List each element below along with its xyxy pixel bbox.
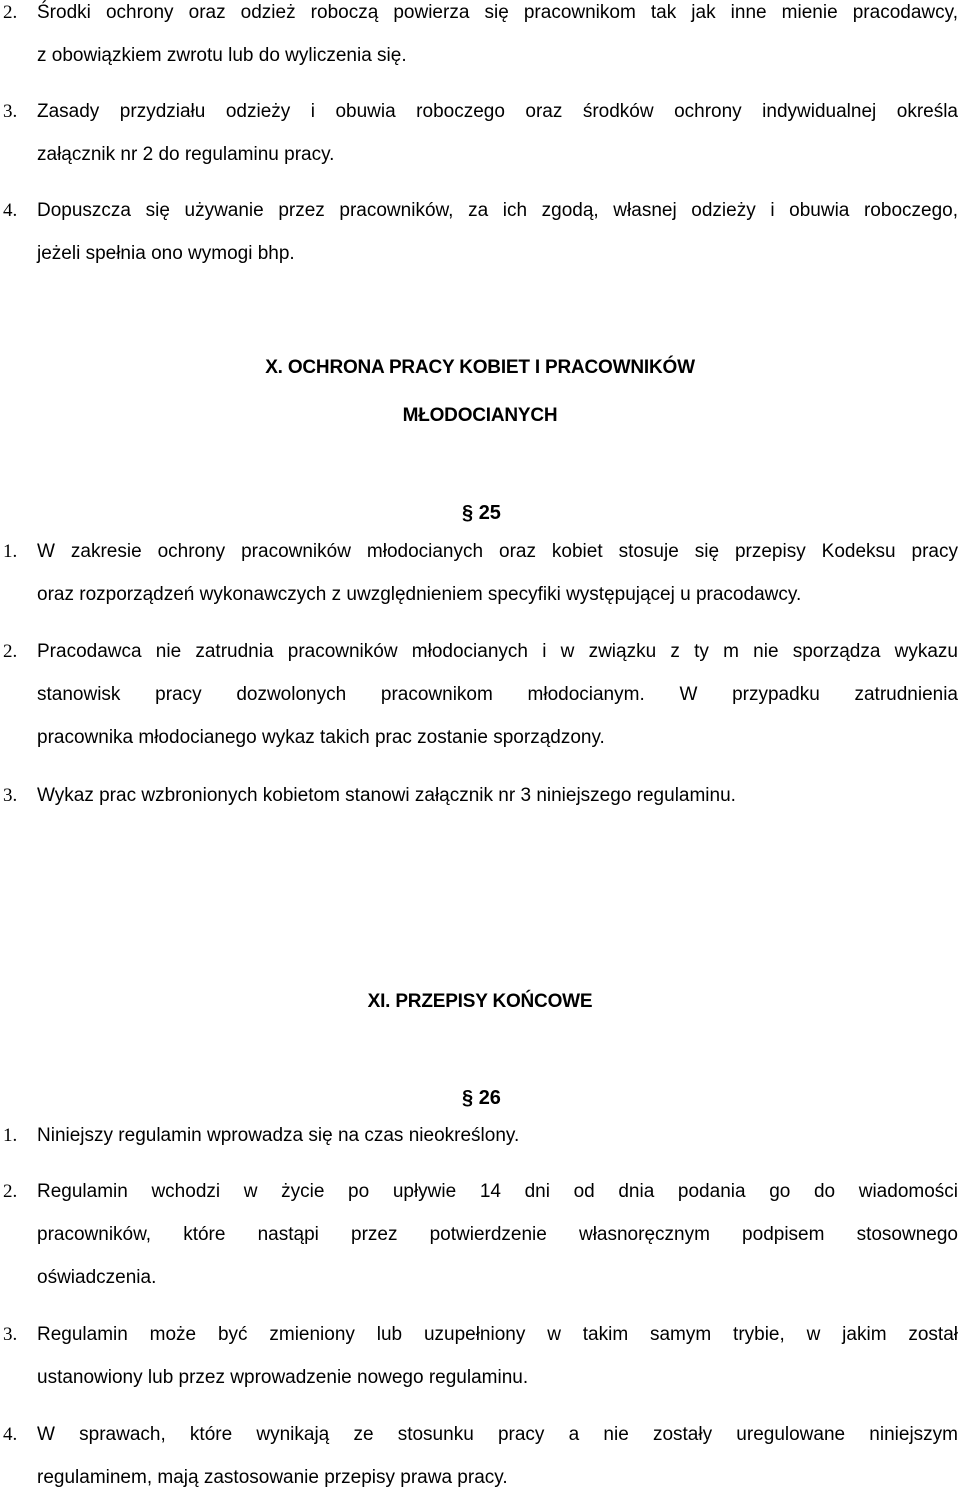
item-line: oświadczenia. (37, 1267, 157, 1288)
item-line: pracowników, które nastąpi przez potwierdzenie własnoręcznym podpisem stosownego (37, 1224, 958, 1245)
item-number: 3. (3, 101, 18, 122)
item-line: Regulamin wchodzi w życie po upływie 14 dni od dnia podania go do wiadomości (37, 1181, 958, 1202)
item-line: załącznik nr 2 do regulaminu pracy. (37, 144, 335, 165)
item-line: W sprawach, które wynikają ze stosunku pracy a nie zostały uregulowane niniejszym (37, 1424, 958, 1445)
item-number: 4. (3, 1424, 18, 1445)
item-line: pracownika młodocianego wykaz takich prac zostanie sporządzony. (37, 727, 605, 748)
item-line: W zakresie ochrony pracowników młodocianych oraz kobiet stosuje się przepisy Kodeksu pracy (37, 541, 958, 562)
item-line: ustanowiony lub przez wprowadzenie nowego regulaminu. (37, 1367, 529, 1388)
paragraph-number: 25 (478, 502, 501, 524)
item-number: 1. (3, 541, 18, 562)
paragraph-26 (462, 1087, 501, 1110)
item-line: Wykaz prac wzbronionych kobietom stanowi załącznik nr 3 niniejszego regulaminu. (37, 785, 736, 806)
item-line: regulaminem, mają zastosowanie przepisy prawa pracy. (37, 1467, 508, 1488)
item-line: Niniejszy regulamin wprowadza się na czas nieokreślony. (37, 1125, 520, 1146)
section-xi-title: XI. PRZEPISY KOŃCOWE (367, 991, 593, 1012)
item-number: 2. (3, 641, 18, 662)
item-number: 1. (3, 1125, 18, 1146)
item-line: Dopuszcza się używanie przez pracowników, za ich zgodą, własnej odzieży i obuwia roboczego, (37, 200, 958, 221)
item-line: Zasady przydziału odzieży i obuwia roboczego oraz środków ochrony indywidualnej określa (37, 101, 958, 122)
item-line: stanowisk pracy dozwolonych pracownikom młodocianym. W przypadku zatrudnienia (37, 684, 958, 705)
section-sign: § (462, 502, 474, 524)
item-number: 2. (3, 1181, 18, 1202)
paragraph-25 (462, 502, 501, 525)
item-line: z obowiązkiem zwrotu lub do wyliczenia się. (37, 45, 407, 66)
item-line: oraz rozporządzeń wykonawczych z uwzględnieniem specyfiki występującej u pracodawcy. (37, 584, 802, 605)
paragraph-number: 26 (478, 1087, 501, 1109)
section-x-title: X. OCHRONA PRACY KOBIET I PRACOWNIKÓW (265, 357, 695, 378)
item-line: jeżeli spełnia ono wymogi bhp. (37, 243, 295, 264)
item-number: 4. (3, 200, 18, 221)
item-line: Środki ochrony oraz odzież roboczą powierza się pracownikom tak jak inne mienie pracodawcy, (37, 2, 958, 23)
item-line: Pracodawca nie zatrudnia pracowników młodocianych i w związku z ty m nie sporządza wykazu (37, 641, 958, 662)
item-line: Regulamin może być zmieniony lub uzupełniony w takim samym trybie, w jakim został (37, 1324, 958, 1345)
item-number: 3. (3, 785, 18, 806)
item-number: 3. (3, 1324, 18, 1345)
item-number: 2. (3, 2, 18, 23)
section-x-title-continued: MŁODOCIANYCH (402, 405, 558, 426)
section-sign: § (462, 1087, 474, 1109)
